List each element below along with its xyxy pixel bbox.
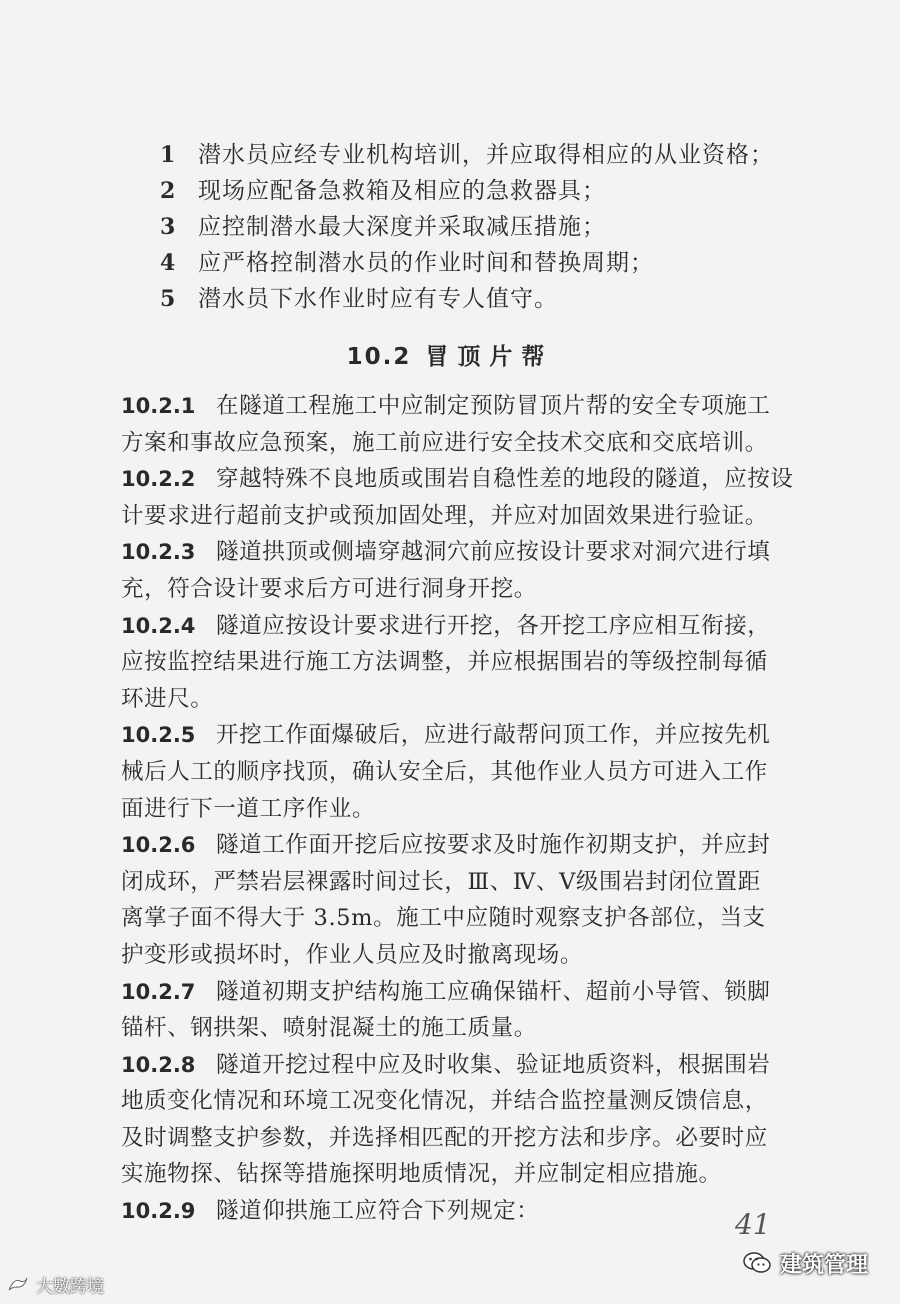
list-item-text: 应严格控制潜水员的作业时间和替换周期；: [198, 250, 654, 276]
clause-line: 方案和事故应急预案，施工前应进行安全技术交底和交底培训。: [121, 429, 768, 456]
list-item-text: 应控制潜水最大深度并采取减压措施；: [198, 214, 606, 240]
clause-number: 10.2.1: [121, 394, 196, 418]
clause-line: 护变形或损坏时，作业人员应及时撤离现场。: [121, 941, 584, 968]
clause: [121, 388, 793, 461]
list-item-text: 潜水员下水作业时应有专人值守。: [198, 286, 558, 312]
clause-line: 实施物探、钻探等措施探明地质情况，并应制定相应措施。: [121, 1161, 722, 1188]
clause: [121, 827, 793, 973]
watermark-channel: [742, 1246, 868, 1280]
list-item-number: 1: [160, 142, 177, 168]
watermark-source-name: 大數跨境: [36, 1277, 104, 1297]
list-item-number: 3: [160, 214, 177, 240]
wechat-icon: [742, 1250, 772, 1276]
clause: [121, 534, 793, 607]
clause-number: 10.2.5: [121, 723, 196, 748]
clause-number: 10.2.2: [121, 467, 196, 492]
clause: [121, 1047, 793, 1193]
numbered-list: [160, 136, 800, 316]
clause-line: 隧道工作面开挖后应按要求及时施作初期支护，并应封: [216, 832, 771, 859]
clause-line: 隧道开挖过程中应及时收集、验证地质资料，根据围岩: [216, 1051, 771, 1078]
clause: [121, 717, 793, 827]
list-item: [160, 280, 800, 316]
list-item-number: 4: [160, 250, 177, 276]
clause-line: 应按监控结果进行施工方法调整，并应根据围岩的等级控制每循: [121, 649, 768, 676]
clause-list: [121, 388, 793, 1230]
watermark-source: [6, 1272, 104, 1297]
clause-line: 械后人工的顺序找顶，确认安全后，其他作业人员方可进入工作: [121, 758, 768, 785]
clause-number: 10.2.3: [121, 540, 196, 565]
list-item: [160, 208, 800, 244]
clause-line: 在隧道工程施工中应制定预防冒顶片帮的安全专项施工: [216, 393, 771, 419]
clause-number: 10.2.9: [121, 1199, 196, 1224]
page-number: 41: [735, 1208, 771, 1241]
list-item-text: 现场应配备急救箱及相应的急救器具；: [198, 178, 606, 204]
clause-line: 计要求进行超前支护或预加固处理，并应对加固效果进行验证。: [121, 502, 768, 529]
section-heading: [0, 338, 900, 371]
logo-icon: [6, 1275, 30, 1295]
list-item: [160, 244, 800, 280]
clause-number: 10.2.7: [121, 979, 196, 1004]
clause-number: 10.2.6: [121, 833, 196, 858]
clause-line: 隧道仰拱施工应符合下列规定：: [216, 1198, 540, 1225]
clause: [121, 974, 793, 1047]
list-item-text: 潜水员应经专业机构培训，并应取得相应的从业资格；: [198, 142, 774, 168]
clause-line: 充，符合设计要求后方可进行洞身开挖。: [121, 575, 537, 602]
section-title: 冒顶片帮: [425, 344, 554, 370]
clause-line: 及时调整支护参数，并选择相匹配的开挖方法和步序。必要时应: [121, 1124, 768, 1151]
clause-line: 面进行下一道工序作业。: [121, 795, 376, 822]
clause-line: 闭成环，严禁岩层裸露时间过长，Ⅲ、Ⅳ、Ⅴ级围岩封闭位置距: [121, 868, 761, 895]
clause: [121, 461, 793, 534]
watermark-channel-name: 建筑管理: [780, 1252, 869, 1278]
clause-line: 地质变化情况和环境工况变化情况，并结合监控量测反馈信息，: [121, 1088, 768, 1115]
clause: [121, 608, 793, 718]
clause-number: 10.2.8: [121, 1052, 196, 1077]
clause-line: 离掌子面不得大于 3.5m。施工中应随时观察支护各部位，当支: [121, 905, 766, 932]
list-item-number: 5: [160, 286, 177, 312]
clause-line: 隧道应按设计要求进行开挖，各开挖工序应相互衔接，: [216, 612, 771, 639]
clause-number: 10.2.4: [121, 613, 196, 638]
clause-line: 开挖工作面爆破后，应进行敲帮问顶工作，并应按先机: [216, 722, 771, 749]
section-number: 10.2: [346, 344, 412, 370]
list-item: [160, 172, 800, 208]
list-item: [160, 136, 800, 172]
clause-line: 环进尺。: [121, 685, 214, 712]
clause: [121, 1193, 793, 1230]
clause-line: 锚杆、钢拱架、喷射混凝土的施工质量。: [121, 1015, 537, 1042]
clause-line: 隧道拱顶或侧墙穿越洞穴前应按设计要求对洞穴进行填: [216, 539, 771, 566]
clause-line: 穿越特殊不良地质或围岩自稳性差的地段的隧道，应按设: [216, 466, 794, 493]
list-item-number: 2: [160, 178, 177, 204]
clause-line: 隧道初期支护结构施工应确保锚杆、超前小导管、锁脚: [216, 978, 771, 1005]
